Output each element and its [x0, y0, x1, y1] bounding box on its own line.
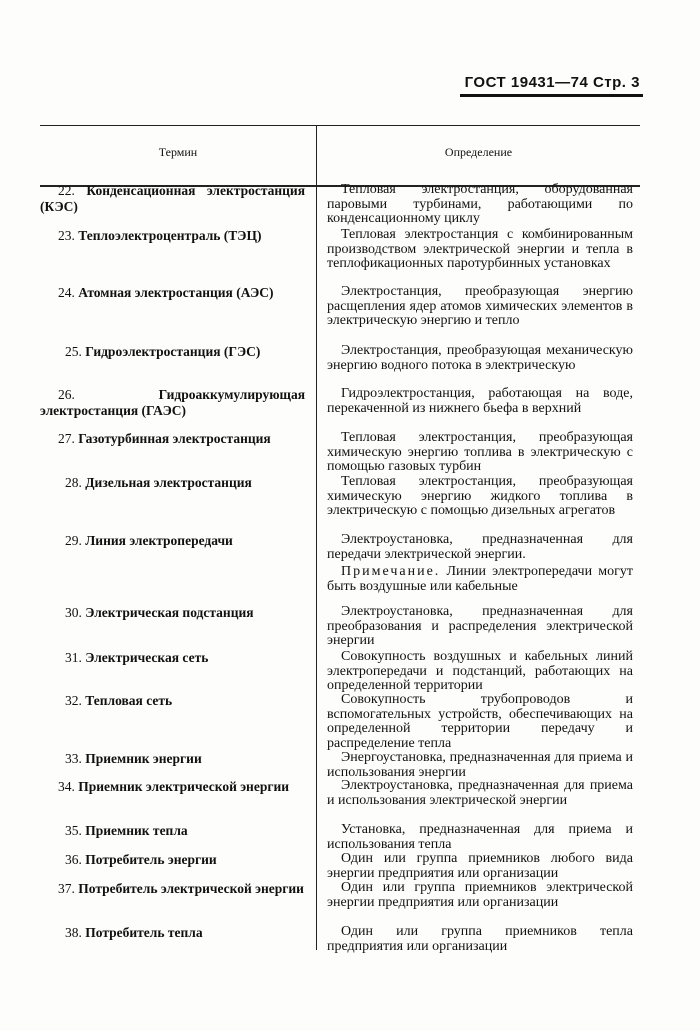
term-number: 30.: [65, 605, 82, 620]
note-label: Примечание.: [341, 564, 441, 579]
page-number: Стр. 3: [592, 74, 640, 91]
term-number: 29.: [65, 533, 82, 548]
definition: [327, 533, 633, 594]
definition-text: Совокупность трубопроводов и вспомогательных устройств, обеспечивающих на определенной территории передачу и распределение тепла: [327, 692, 633, 751]
term: [65, 823, 305, 839]
table-top-rule: [40, 125, 640, 126]
definition-text: Тепловая электростанция, преобразующая химическую энергию топлива в электрическую с помощью газовых турбин: [327, 430, 633, 474]
term: [65, 751, 305, 767]
note-text: Линии электропередачи могут быть воздушные или кабельные: [327, 564, 634, 594]
definition-text: Тепловая электростанция с комбинированным производством электрической энергии и тепла в теплофикационных паротурбинных установках: [327, 227, 633, 271]
definition-text: Тепловая электростанция, преобразующая химическую энергию жидкого топлива в электрическую с помощью дизельных агрегатов: [327, 474, 633, 518]
definition-text: Один или группа приемников любого вида энергии предприятия или организации: [327, 851, 633, 881]
term-text: Потребитель энергии: [85, 852, 217, 867]
term: [40, 228, 305, 244]
term: [65, 533, 305, 549]
term-number: 22.: [58, 183, 75, 198]
term: [65, 925, 305, 941]
term: [40, 881, 305, 897]
term-number: 34.: [58, 779, 75, 794]
term: [40, 183, 305, 215]
term-number: 27.: [58, 431, 75, 446]
term-text: Приемник энергии: [85, 751, 202, 766]
term-number: 26.: [58, 387, 75, 402]
term-number: 31.: [65, 650, 82, 665]
term: [65, 650, 305, 666]
definition: [327, 779, 633, 808]
term: [65, 693, 305, 709]
definition-text: Тепловая электростанция, оборудованная паровыми турбинами, работающими по конденсационному циклу: [327, 182, 633, 226]
definition: [327, 431, 633, 475]
definition: [327, 387, 633, 416]
gost-label: ГОСТ 19431—74: [464, 74, 589, 91]
definition: [327, 228, 633, 272]
term-number: 32.: [65, 693, 82, 708]
term-number: 37.: [58, 881, 75, 896]
term-text: Потребитель тепла: [85, 925, 203, 940]
term-text: Конденсационная электростанция (КЭС): [40, 183, 306, 214]
definition-note: [327, 565, 633, 594]
definition-text: Гидроэлектростанция, работающая на воде, перекаченной из нижнего бьефа в верхний: [327, 386, 633, 416]
term-text: Дизельная электростанция: [85, 475, 252, 490]
term-number: 28.: [65, 475, 82, 490]
term: [40, 779, 305, 795]
term-text: Теплоэлектроцентраль (ТЭЦ): [78, 228, 262, 243]
definition: [327, 183, 633, 227]
definition: [327, 605, 633, 649]
definition-text: Установка, предназначенная для приема и использования тепла: [327, 822, 633, 852]
term-text: Гидроаккумулирующая электростанция (ГАЭС): [40, 387, 305, 418]
definition-text: Электростанция, преобразующая механическую энергию водного потока в электрическую: [327, 343, 633, 373]
term-text: Приемник тепла: [85, 823, 188, 838]
term: [65, 475, 305, 491]
term-number: 23.: [58, 228, 75, 243]
column-header-term: Термин: [158, 145, 198, 159]
term: [40, 387, 305, 419]
definition: [327, 751, 633, 780]
definition-text: Один или группа приемников тепла предприятия или организации: [327, 924, 633, 954]
term-text: Гидроэлектростанция (ГЭС): [85, 344, 261, 359]
definition-text: Электроустановка, предназначенная для передачи электрической энергии.: [327, 532, 633, 562]
term-text: Газотурбинная электростанция: [78, 431, 271, 446]
term-number: 24.: [58, 285, 75, 300]
definition: [327, 852, 633, 881]
column-header-definition: Определение: [444, 145, 513, 159]
definition-text: Электроустановка, предназначенная для приема и использования электрической энергии: [327, 778, 633, 808]
definition-text: Электроустановка, предназначенная для преобразования и распределения электрической энергии: [327, 604, 633, 648]
definition: [327, 881, 633, 910]
term: [65, 344, 305, 360]
term-number: 25.: [65, 344, 82, 359]
column-divider: [316, 125, 317, 950]
definition: [327, 925, 633, 954]
term-text: Электрическая подстанция: [85, 605, 254, 620]
definition: [327, 344, 633, 373]
term-text: Электрическая сеть: [85, 650, 209, 665]
term-number: 33.: [65, 751, 82, 766]
definition-text: Один или группа приемников электрической энергии предприятия или организации: [327, 880, 633, 910]
page-header: [465, 74, 640, 91]
header-rule: [460, 94, 643, 97]
term-text: Атомная электростанция (АЭС): [78, 285, 274, 300]
term-text: Тепловая сеть: [85, 693, 173, 708]
definition: [327, 475, 633, 519]
term-text: Линия электропередачи: [85, 533, 233, 548]
definition: [327, 650, 633, 694]
term: [65, 605, 305, 621]
term-number: 38.: [65, 925, 82, 940]
term: [65, 852, 305, 868]
definition-text: Энергоустановка, предназначенная для приема и использования энергии: [327, 750, 633, 780]
definition: [327, 823, 633, 852]
term: [40, 431, 305, 447]
definition: [327, 693, 633, 751]
term-number: 36.: [65, 852, 82, 867]
definition-text: Совокупность воздушных и кабельных линий электропередачи и подстанций, работающих на определенной территории: [327, 649, 633, 693]
term-number: 35.: [65, 823, 82, 838]
term: [40, 285, 305, 301]
definition-text: Электростанция, преобразующая энергию расщепления ядер атомов химических элементов в электрическую энергию и тепло: [327, 284, 633, 328]
term-text: Приемник электрической энергии: [78, 779, 290, 794]
term-text: Потребитель электрической энергии: [78, 881, 304, 896]
definition: [327, 285, 633, 329]
